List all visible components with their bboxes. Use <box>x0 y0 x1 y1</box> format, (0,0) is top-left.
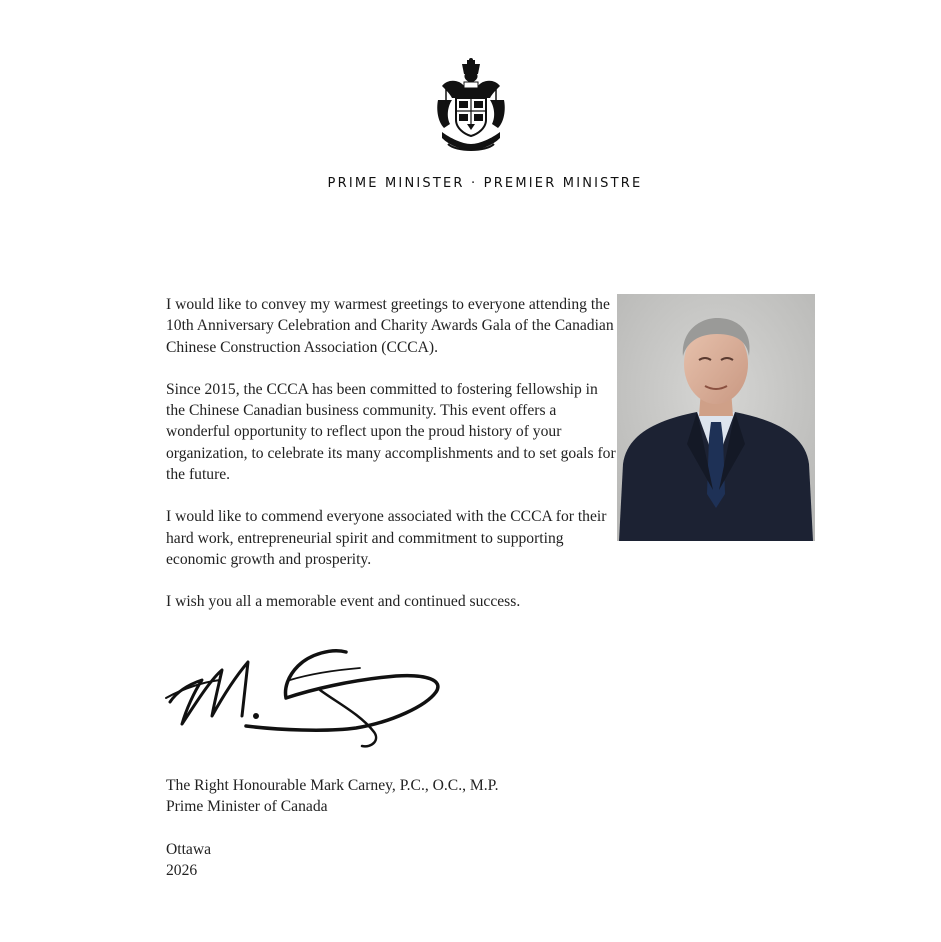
paragraph-commendation: I would like to commend everyone associated with the CCCA for their hard work, entrepreneurial spirit and commitment to supporting economic growth and prosperity. <box>166 508 607 568</box>
letterhead-title: PRIME MINISTER · PREMIER MINISTRE <box>327 176 643 191</box>
handwritten-signature-icon <box>160 640 450 758</box>
signature-block <box>166 775 766 881</box>
signatory-name: The Right Honourable Mark Carney, P.C., O.C., M.P. <box>166 777 499 794</box>
paragraph-wish: I wish you all a memorable event and continued success. <box>166 593 521 611</box>
place: Ottawa <box>166 840 212 858</box>
portrait-photo <box>617 294 815 541</box>
year: 2026 <box>166 861 198 879</box>
paragraph-greeting: I would like to convey my warmest greetings to everyone attending the 10th Anniversary Celebration and Charity Awards Gala of the Canadian Chinese Construction Association (CCCA). <box>166 296 614 356</box>
paragraph-history: Since 2015, the CCCA has been committed to fostering fellowship in the Chinese Canadian business community. This event offers a wonderful opportunity to reflect upon the proud history of your organization, to celebrate its many accomplishments and to set goals for the future. <box>166 380 616 484</box>
canada-coat-of-arms-icon <box>434 58 508 154</box>
letter-body <box>166 294 616 634</box>
signatory-title: Prime Minister of Canada <box>166 798 328 816</box>
